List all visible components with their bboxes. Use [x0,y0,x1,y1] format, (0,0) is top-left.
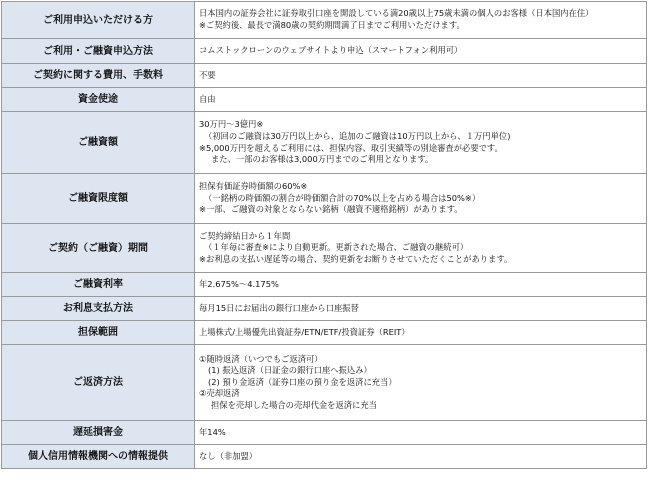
row-value [195,297,647,321]
table-row [2,321,647,345]
value-line: ※一部、ご融資の対象とならない銘柄（融資不適格銘柄）があります。 [199,204,463,215]
value-line: なし（非加盟） [199,450,258,461]
value-line: 年2.675%～4.175% [199,278,279,289]
row-value [195,2,647,39]
row-value [195,421,647,445]
row-value [195,224,647,273]
table-row [2,345,647,421]
row-value [195,64,647,88]
value-line: 自由 [199,93,216,104]
value-line: 日本国内の証券会社に証券取引口座を開設している満20歳以上75歳未満の個人のお客様（日本国内在住） [199,8,594,19]
table-row [2,39,647,64]
value-line: ※5,000万円を超えるご利用には、担保内容、取引実績等の別途審査が必要です。 [199,142,503,153]
value-line: 年14% [199,426,226,437]
table-row [2,297,647,321]
value-line: 担保有価証券時価額の60%※ [199,181,308,192]
row-value [195,112,647,174]
value-line: （一銘柄の時価額の割合が時価額合計の70%以上を占める場合は50%※） [204,192,481,203]
row-header: ご契約（ご融資）期間 [2,224,195,273]
row-value [195,88,647,112]
value-line: 30万円～3億円※ [199,119,264,130]
table-row [2,2,647,39]
row-value [195,445,647,469]
value-line: ②売却返済 [199,388,240,399]
table-row [2,224,647,273]
row-value [195,273,647,297]
row-header: 資金使途 [2,88,195,112]
value-line: （初回のご融資は30万円以上から、追加のご融資は10万円以上から、１万円単位) [204,130,511,141]
row-header: 個人信用情報機関への情報提供 [2,445,195,469]
value-line: 担保を売却した場合の売却代金を返済に充当 [211,399,377,410]
row-header: ご融資利率 [2,273,195,297]
row-header: お利息支払方法 [2,297,195,321]
row-header: 担保範囲 [2,321,195,345]
value-line: (2) 預り金返済（証券口座の預り金を返済に充当） [208,376,397,387]
value-line: コムストックローンのウェブサイトより申込（スマートフォン利用可） [199,45,463,56]
value-line: ①随時返済（いつでもご返済可） [199,353,323,364]
table-row [2,112,647,174]
value-line: (1) 振込返済（日証金の銀行口座へ振込み） [208,365,372,376]
value-line: ご契約締結日から１年間 [199,230,291,241]
row-value [195,39,647,64]
value-line: 上場株式/上場優先出資証券/ETN/ETF/投資証券（REIT） [199,326,410,337]
value-line: また、一部のお客様は3,000万円までのご利用となります。 [211,154,434,165]
row-value [195,321,647,345]
row-value [195,174,647,224]
row-header: ご利用申込いただける方 [2,2,195,39]
table-row [2,174,647,224]
value-line: ※お利息の支払い遅延等の場合、契約更新をお断りさせていただくことがあります。 [199,253,513,264]
row-header: 遅延損害金 [2,421,195,445]
table-row [2,88,647,112]
row-value [195,345,647,421]
table-row [2,445,647,469]
row-header: ご利用・ご融資申込方法 [2,39,195,64]
row-header: ご契約に関する費用、手数料 [2,64,195,88]
value-line: 毎月15日にお届出の銀行口座から口座振替 [199,302,359,313]
row-header: ご返済方法 [2,345,195,421]
value-line: 不要 [199,69,216,80]
loan-terms-table [1,1,647,469]
value-line: （１年毎に審査※により自動更新。更新された場合、ご融資の継続可） [204,242,469,253]
table-row [2,421,647,445]
row-header: ご融資額 [2,112,195,174]
table-row [2,64,647,88]
table-row [2,273,647,297]
value-line: ※ご契約後、最長で満80歳の契約期間満了日までご利用いただけます。 [199,20,465,30]
row-header: ご融資限度額 [2,174,195,224]
